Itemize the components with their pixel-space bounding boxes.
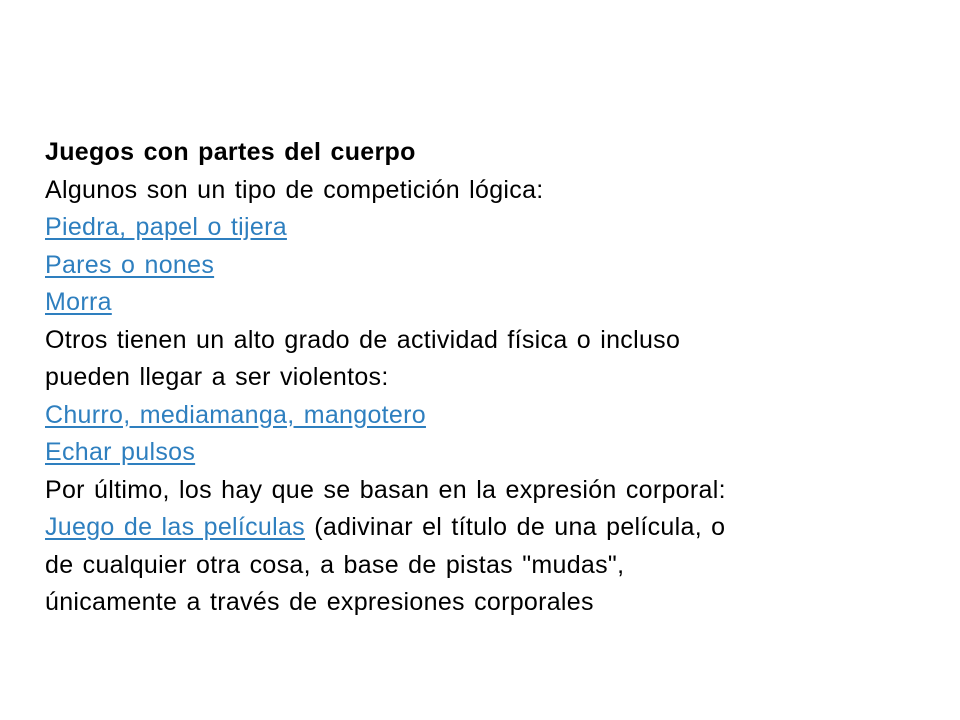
expression-desc-3: únicamente a través de expresiones corporales (45, 588, 594, 616)
intro-physical-text-1: Otros tienen un alto grado de actividad física o incluso (45, 325, 681, 354)
link-echar-pulsos[interactable]: Echar pulsos (45, 438, 196, 466)
link-piedra-papel-tijera[interactable]: Piedra, papel o tijera (45, 213, 287, 241)
expression-desc-2: de cualquier otra cosa, a base de pistas "mudas", (45, 550, 625, 579)
intro-physical-text-2: pueden llegar a ser violentos: (45, 363, 389, 391)
intro-logic-text: Algunos son un tipo de competición lógica: (45, 175, 544, 204)
link-pares-nones[interactable]: Pares o nones (45, 250, 215, 279)
expression-paragraph-line-1 (45, 509, 925, 547)
expression-desc-1: (adivinar el título de una película, o (305, 513, 726, 541)
intro-expression-text: Por último, los hay que se basan en la expresión corporal: (45, 475, 726, 504)
slide-content (45, 134, 925, 622)
link-morra[interactable]: Morra (45, 288, 112, 316)
link-juego-peliculas[interactable]: Juego de las películas (45, 513, 305, 541)
slide-title: Juegos con partes del cuerpo (45, 138, 416, 166)
link-churro-mediamanga[interactable]: Churro, mediamanga, mangotero (45, 400, 426, 429)
